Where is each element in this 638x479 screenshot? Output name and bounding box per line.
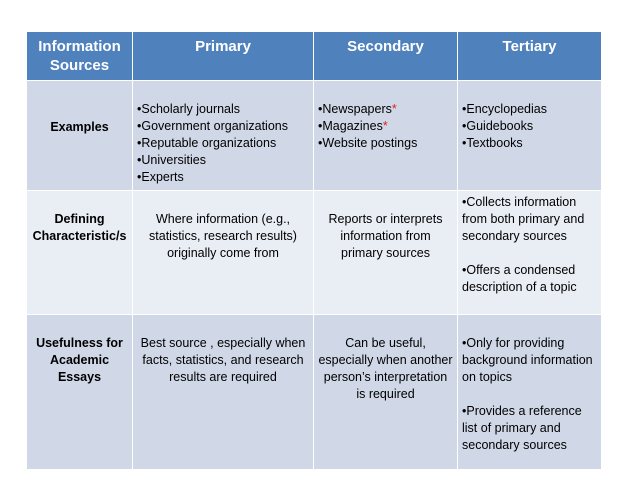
list-item: •Experts (137, 170, 184, 184)
asterisk-marker: * (391, 102, 397, 116)
list-item: •Textbooks (462, 136, 523, 150)
list-item: •Collects information from both primary and secondary sources (462, 195, 585, 243)
defining-tertiary-cell (458, 191, 602, 315)
list-item: •Scholarly journals (137, 102, 241, 116)
header-tertiary: Tertiary (458, 32, 602, 81)
row-label-defining-characteristics: Defining Characteristic/s (27, 191, 133, 315)
header-secondary: Secondary (314, 32, 458, 81)
list-item: •Magazines* (318, 119, 388, 133)
list-item: •Encyclopedias (462, 102, 547, 116)
list-item: •Newspapers* (318, 102, 397, 116)
list-item: •Universities (137, 153, 206, 167)
examples-primary-cell (133, 81, 314, 191)
row-label-examples: Examples (27, 81, 133, 191)
header-row (27, 32, 602, 81)
list-item: •Guidebooks (462, 119, 534, 133)
row-examples (27, 81, 602, 191)
usefulness-secondary-cell: Can be useful, especially when another person’s interpretation is required (314, 315, 458, 470)
list-item: •Only for providing background information on topics (462, 336, 593, 384)
defining-secondary-cell: Reports or interprets information from primary sources (314, 191, 458, 315)
information-sources-table (26, 31, 602, 470)
defining-primary-cell: Where information (e.g., statistics, research results) originally come from (133, 191, 314, 315)
row-defining-characteristics (27, 191, 602, 315)
list-item: •Website postings (318, 136, 418, 150)
header-primary: Primary (133, 32, 314, 81)
list-item: •Government organizations (137, 119, 288, 133)
row-label-usefulness: Usefulness for Academic Essays (27, 315, 133, 470)
usefulness-primary-cell: Best source , especially when facts, statistics, and research results are required (133, 315, 314, 470)
row-usefulness (27, 315, 602, 470)
list-item: •Reputable organizations (137, 136, 277, 150)
usefulness-tertiary-cell (458, 315, 602, 470)
list-item: •Provides a reference list of primary and secondary sources (462, 404, 582, 452)
examples-tertiary-cell (458, 81, 602, 191)
asterisk-marker: * (382, 119, 388, 133)
examples-secondary-cell (314, 81, 458, 191)
list-item: •Offers a condensed description of a topic (462, 263, 577, 294)
header-information-sources: Information Sources (27, 32, 133, 81)
